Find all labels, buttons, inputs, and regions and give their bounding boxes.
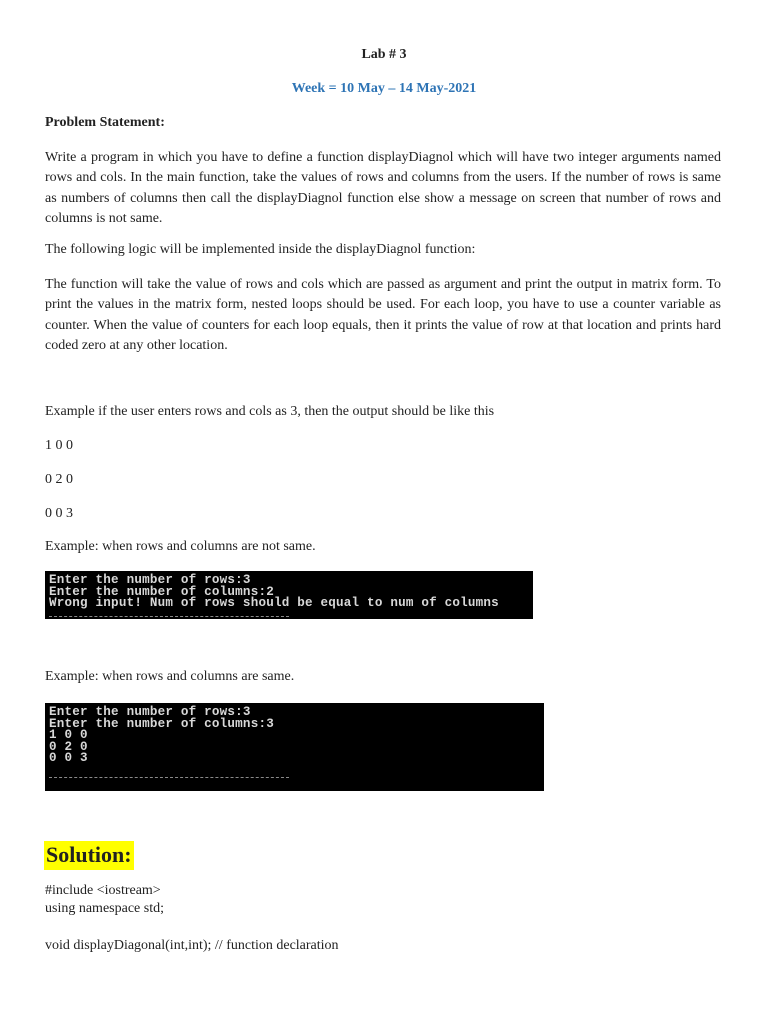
matrix-row-2: 0 2 0 [45,472,73,487]
console-line: 0 0 3 [49,751,88,766]
console-screenshot-not-same [45,571,533,619]
example-same-label: Example: when rows and columns are same. [45,669,295,684]
problem-paragraph-3: The function will take the value of rows and cols which are passed as argument and print the output in matrix form. To print the values in the matrix form, nested loops should be used. For each loop, you have to use a counter variable as counter. When the value of counters for each loop equals, then it prints the value of row at that location and prints hard coded zero at any other location. [45,277,721,353]
matrix-row-3: 0 0 3 [45,506,73,521]
problem-paragraph-1: Write a program in which you have to define a function displayDiagnol which will have two integer arguments named rows and cols. In the main function, take the values of rows and columns from the users. If the number of rows is same as numbers of columns then call the displayDiagnol function else show a message on screen that number of rows and columns is not same. [45,150,721,226]
code-includes: #include <iostream> using namespace std; [45,883,164,916]
example-not-same-label: Example: when rows and columns are not same. [45,539,316,554]
console-line: Enter the number of columns:3 [49,716,274,731]
matrix-row-1: 1 0 0 [45,438,73,453]
solution-heading: Solution: [44,841,134,870]
console-line: Enter the number of rows:3 [49,573,251,587]
example-intro: Example if the user enters rows and cols as 3, then the output should be like this [45,404,495,419]
problem-statement-heading: Problem Statement: [45,115,165,130]
console-line: 1 0 0 [49,728,88,743]
code-function-declaration: void displayDiagonal(int,int); // function declaration [45,938,339,953]
console-line: Wrong input! Num of rows should be equal to num of columns [49,596,499,611]
console-line: 0 2 0 [49,739,88,754]
week-range: Week = 10 May – 14 May-2021 [291,81,477,96]
console-line: Enter the number of rows:3 [49,705,251,719]
console-screenshot-same [45,703,544,791]
console-divider [49,616,289,617]
console-line: Enter the number of columns:2 [49,584,274,599]
lab-title: Lab # 3 [361,47,407,62]
problem-paragraph-2: The following logic will be implemented inside the displayDiagnol function: [45,242,476,257]
console-divider [49,777,289,778]
